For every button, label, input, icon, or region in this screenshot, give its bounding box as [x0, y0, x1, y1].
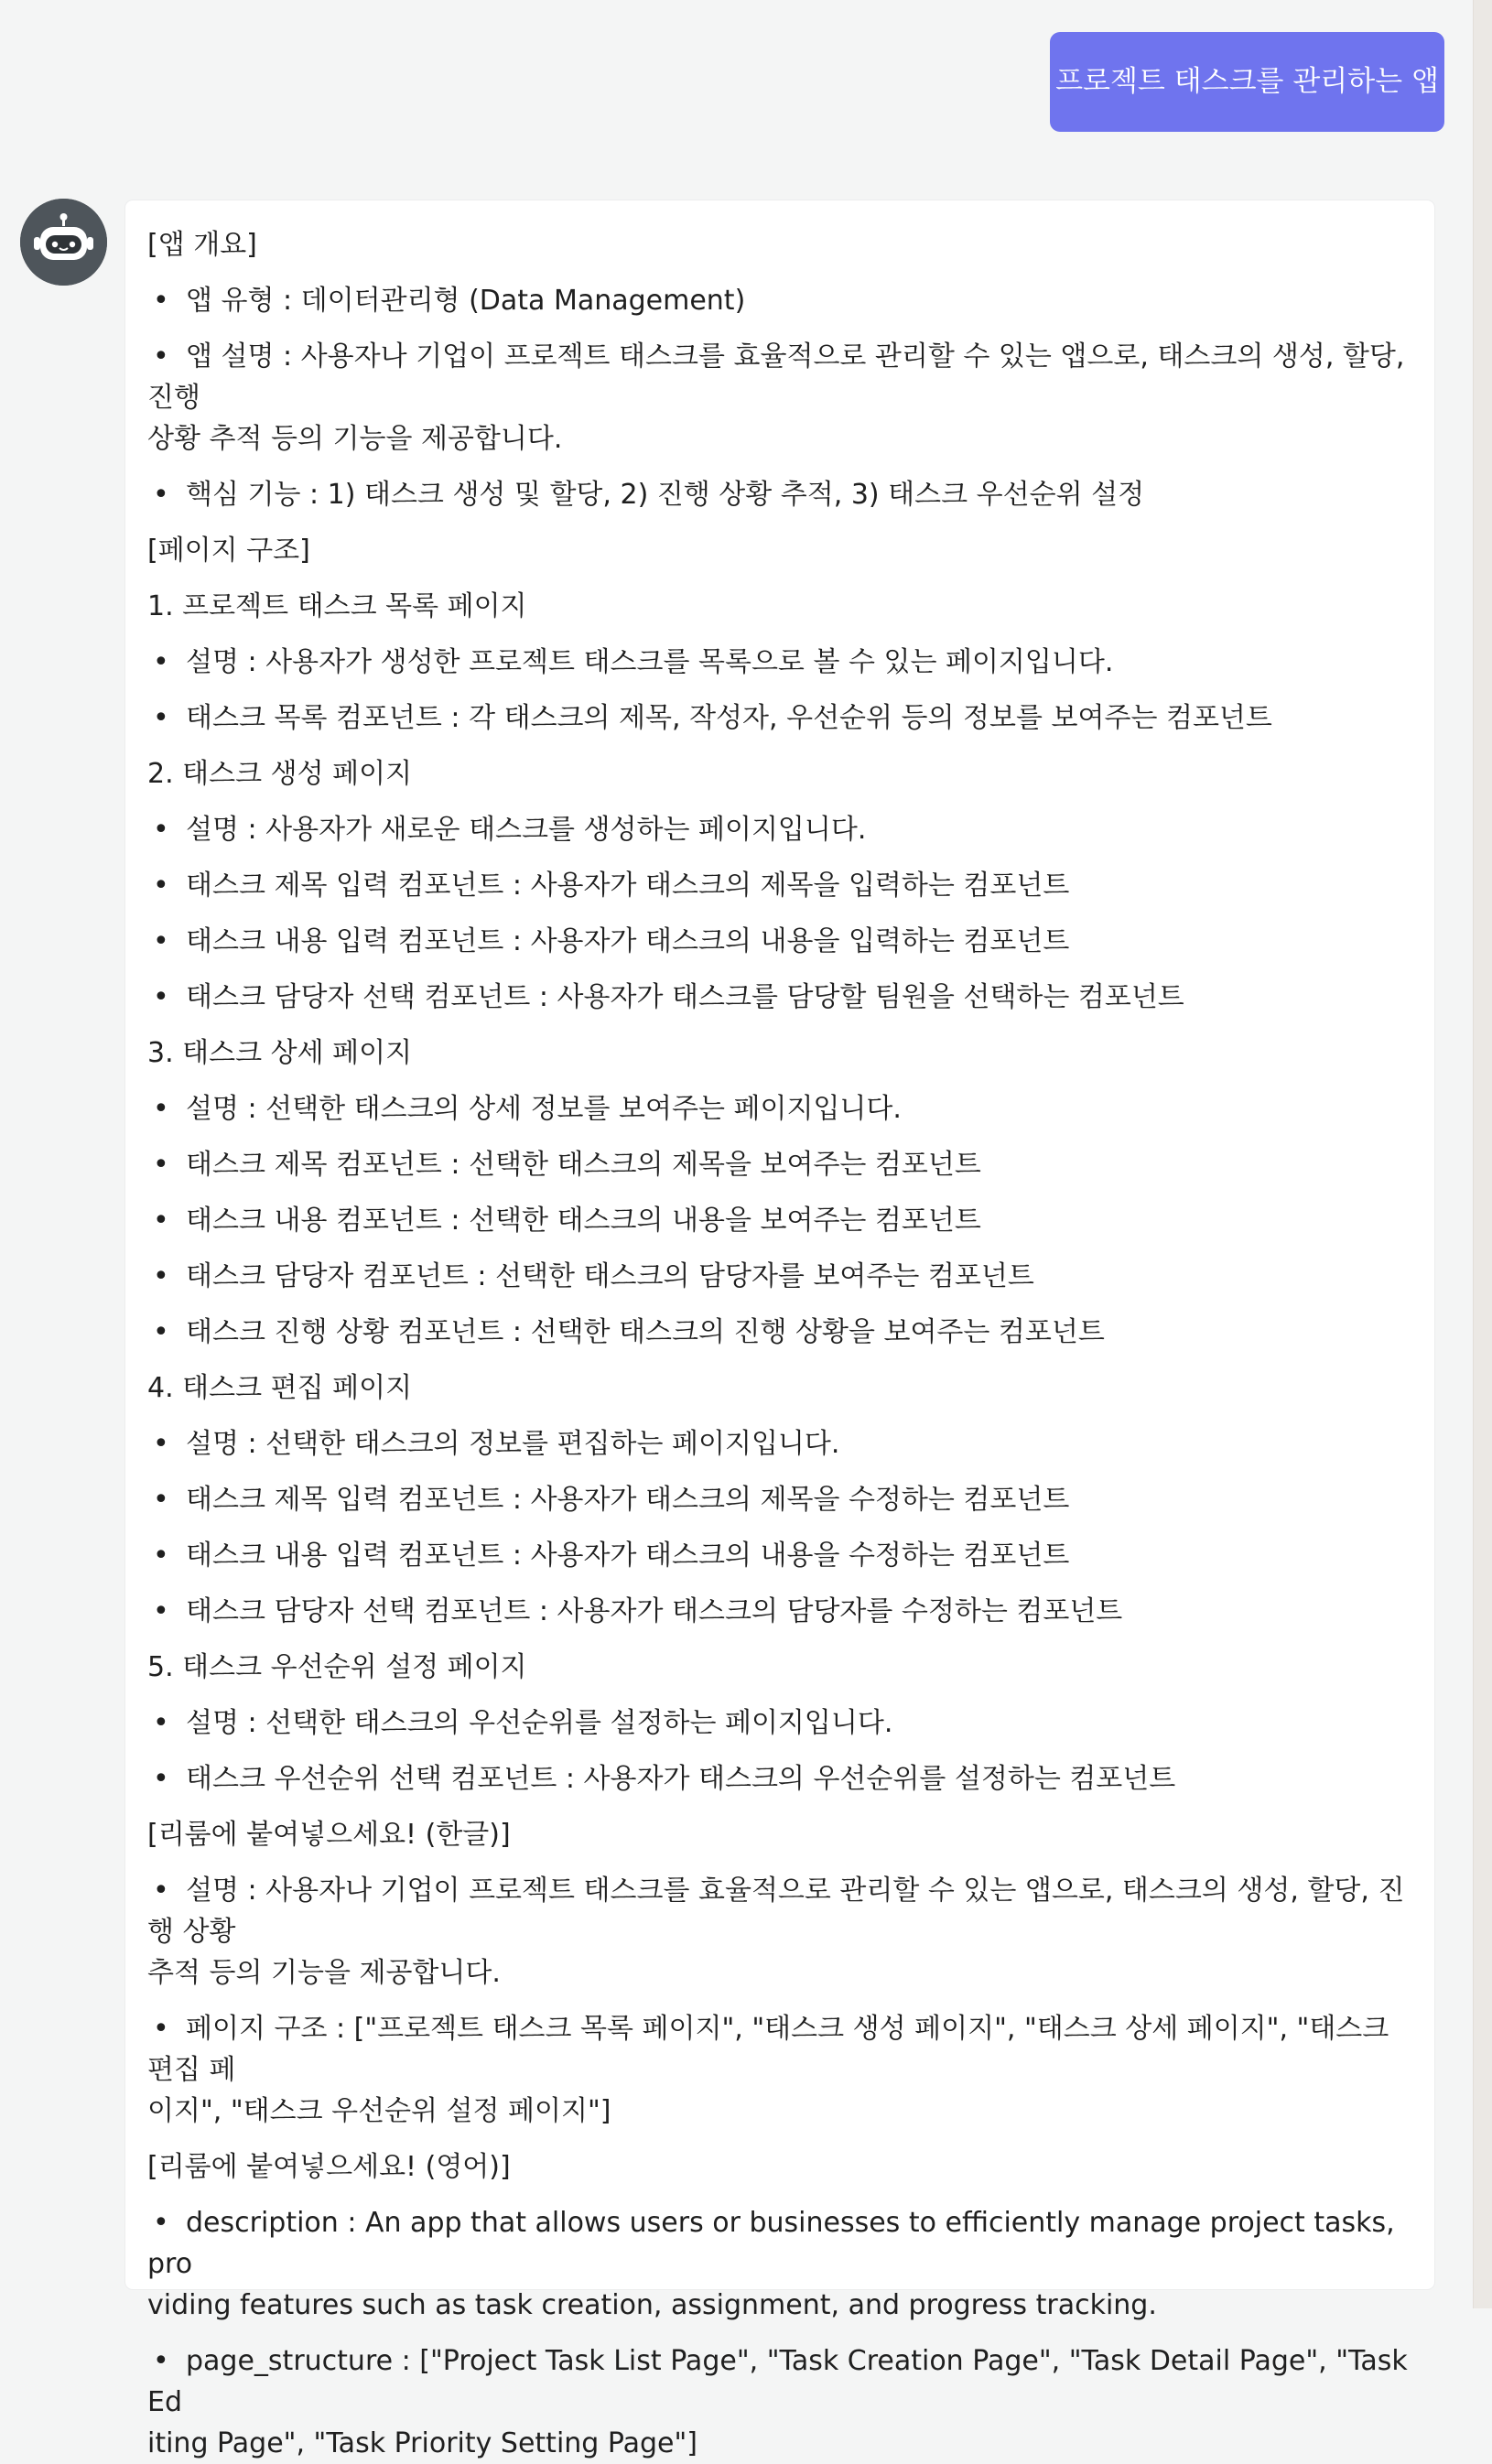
response-bullet — [147, 921, 1412, 962]
bullet-dot — [147, 474, 186, 515]
response-bullet — [147, 977, 1412, 1018]
response-heading: [앱 개요] — [147, 229, 257, 261]
response-bullet — [147, 1535, 1412, 1576]
response-bullet — [147, 474, 1412, 515]
bullet-dot — [147, 697, 186, 739]
bullet-text: 앱 설명 : 사용자나 기업이 프로젝트 태스크를 효율적으로 관리할 수 있는 앱으로, 태스크의 생성, 할당, 진행 상황 추적 등의 기능을 제공합니다. — [147, 340, 1405, 455]
bullet-text: description : An app that allows users or businesses to efficiently manage project tasks, pro viding features such as task creation, assignment, and progress tracking. — [147, 2207, 1395, 2321]
bullet-text: 태스크 내용 컴포넌트 : 선택한 태스크의 내용을 보여주는 컴포넌트 — [186, 1205, 981, 1237]
response-heading: 5. 태스크 우선순위 설정 페이지 — [147, 1651, 527, 1683]
response-bullet — [147, 1702, 1412, 1744]
bullet-dot — [147, 1758, 186, 1799]
response-heading: [리룸에 붙여넣으세요! (영어)] — [147, 2151, 511, 2183]
bullet-dot — [147, 865, 186, 906]
response-heading: 2. 태스크 생성 페이지 — [147, 758, 413, 790]
response-heading: 3. 태스크 상세 페이지 — [147, 1037, 413, 1069]
response-bullet — [147, 697, 1412, 739]
bullet-text: 설명 : 사용자가 생성한 프로젝트 태스크를 목록으로 볼 수 있는 페이지입니다. — [186, 646, 1114, 678]
response-bullet — [147, 2340, 1412, 2464]
bullet-text: 태스크 내용 입력 컴포넌트 : 사용자가 태스크의 내용을 수정하는 컴포넌트 — [186, 1540, 1070, 1572]
bullet-text: 핵심 기능 : 1) 태스크 생성 및 할당, 2) 진행 상황 추적, 3) 태스크 우선순위 설정 — [186, 479, 1145, 511]
response-bullet — [147, 809, 1412, 850]
response-heading: [페이지 구조] — [147, 535, 310, 567]
bullet-text: 태스크 우선순위 선택 컴포넌트 : 사용자가 태스크의 우선순위를 설정하는 컴포넌트 — [186, 1763, 1176, 1795]
bullet-text: 태스크 목록 컴포넌트 : 각 태스크의 제목, 작성자, 우선순위 등의 정보를 보여주는 컴포넌트 — [186, 702, 1272, 734]
response-bullet — [147, 1144, 1412, 1185]
bullet-text: 태스크 담당자 컴포넌트 : 선택한 태스크의 담당자를 보여주는 컴포넌트 — [186, 1260, 1034, 1292]
bullet-text: 설명 : 사용자나 기업이 프로젝트 태스크를 효율적으로 관리할 수 있는 앱으로, 태스크의 생성, 할당, 진행 상황 추적 등의 기능을 제공합니다. — [147, 1875, 1405, 1989]
bullet-dot — [147, 2340, 186, 2382]
assistant-response-card — [124, 200, 1435, 2459]
response-bullet — [147, 642, 1412, 683]
response-bullet — [147, 2008, 1412, 2132]
response-heading: 4. 태스크 편집 페이지 — [147, 1372, 413, 1404]
bullet-dot — [147, 1423, 186, 1464]
response-bullet — [147, 336, 1412, 459]
response-bullet — [147, 1200, 1412, 1241]
bullet-text: 페이지 구조 : ["프로젝트 태스크 목록 페이지", "태스크 생성 페이지", "태스크 상세 페이지", "태스크 편집 페 이지", "태스크 우선순위 설정 페이지"] — [147, 2013, 1389, 2127]
bullet-text: 태스크 제목 입력 컴포넌트 : 사용자가 태스크의 제목을 입력하는 컴포넌트 — [186, 870, 1070, 902]
bullet-text: 태스크 내용 입력 컴포넌트 : 사용자가 태스크의 내용을 입력하는 컴포넌트 — [186, 925, 1070, 957]
response-bullet — [147, 280, 1412, 321]
user-message-bubble — [1050, 32, 1444, 132]
response-bullet — [147, 1758, 1412, 1799]
bullet-dot — [147, 977, 186, 1018]
bullet-dot — [147, 809, 186, 850]
bullet-dot — [147, 1144, 186, 1185]
response-bullet — [147, 2202, 1412, 2326]
bullet-text: 설명 : 선택한 태스크의 정보를 편집하는 페이지입니다. — [186, 1428, 840, 1460]
bullet-text: 설명 : 선택한 태스크의 상세 정보를 보여주는 페이지입니다. — [186, 1093, 902, 1125]
bullet-text: 설명 : 사용자가 새로운 태스크를 생성하는 페이지입니다. — [186, 814, 867, 846]
response-bullet — [147, 1256, 1412, 1297]
bullet-text: 앱 유형 : 데이터관리형 (Data Management) — [186, 285, 746, 317]
response-bullet — [147, 1591, 1412, 1632]
response-bullet — [147, 1312, 1412, 1353]
bullet-dot — [147, 1702, 186, 1744]
response-bullet — [147, 1479, 1412, 1520]
response-body — [147, 224, 1412, 2464]
bullet-dot — [147, 1256, 186, 1297]
bullet-dot — [147, 642, 186, 683]
bullet-dot — [147, 921, 186, 962]
bullet-text: page_structure : ["Project Task List Page", "Task Creation Page", "Task Detail Page", "Task Ed iting Page", "Task Priority Setting Page"] — [147, 2345, 1408, 2459]
bullet-text: 태스크 담당자 선택 컴포넌트 : 사용자가 태스크의 담당자를 수정하는 컴포넌트 — [186, 1595, 1123, 1627]
response-bullet — [147, 865, 1412, 906]
bullet-dot — [147, 1591, 186, 1632]
bullet-text: 태스크 제목 입력 컴포넌트 : 사용자가 태스크의 제목을 수정하는 컴포넌트 — [186, 1484, 1070, 1516]
response-bullet — [147, 1870, 1412, 1994]
bullet-dot — [147, 1200, 186, 1241]
bullet-dot — [147, 1535, 186, 1576]
bullet-dot — [147, 1312, 186, 1353]
bullet-dot — [147, 2008, 186, 2049]
assistant-avatar — [20, 199, 107, 286]
bullet-dot — [147, 336, 186, 377]
robot-icon — [20, 199, 107, 286]
response-heading: [리룸에 붙여넣으세요! (한글)] — [147, 1819, 511, 1851]
response-bullet — [147, 1423, 1412, 1464]
bullet-dot — [147, 1088, 186, 1129]
response-bullet — [147, 1088, 1412, 1129]
bullet-text: 태스크 담당자 선택 컴포넌트 : 사용자가 태스크를 담당할 팀원을 선택하는 컴포넌트 — [186, 981, 1184, 1013]
bullet-text: 태스크 진행 상황 컴포넌트 : 선택한 태스크의 진행 상황을 보여주는 컴포넌트 — [186, 1316, 1105, 1348]
bullet-text: 태스크 제목 컴포넌트 : 선택한 태스크의 제목을 보여주는 컴포넌트 — [186, 1149, 981, 1181]
user-message-text: 프로젝트 태스크를 관리하는 앱 — [1055, 65, 1439, 98]
response-heading: 1. 프로젝트 태스크 목록 페이지 — [147, 590, 527, 622]
bullet-dot — [147, 2202, 186, 2243]
bullet-dot — [147, 1479, 186, 1520]
bullet-dot — [147, 1870, 186, 1911]
bullet-dot — [147, 280, 186, 321]
bullet-text: 설명 : 선택한 태스크의 우선순위를 설정하는 페이지입니다. — [186, 1707, 893, 1739]
scrollbar-track[interactable] — [1473, 0, 1492, 2308]
